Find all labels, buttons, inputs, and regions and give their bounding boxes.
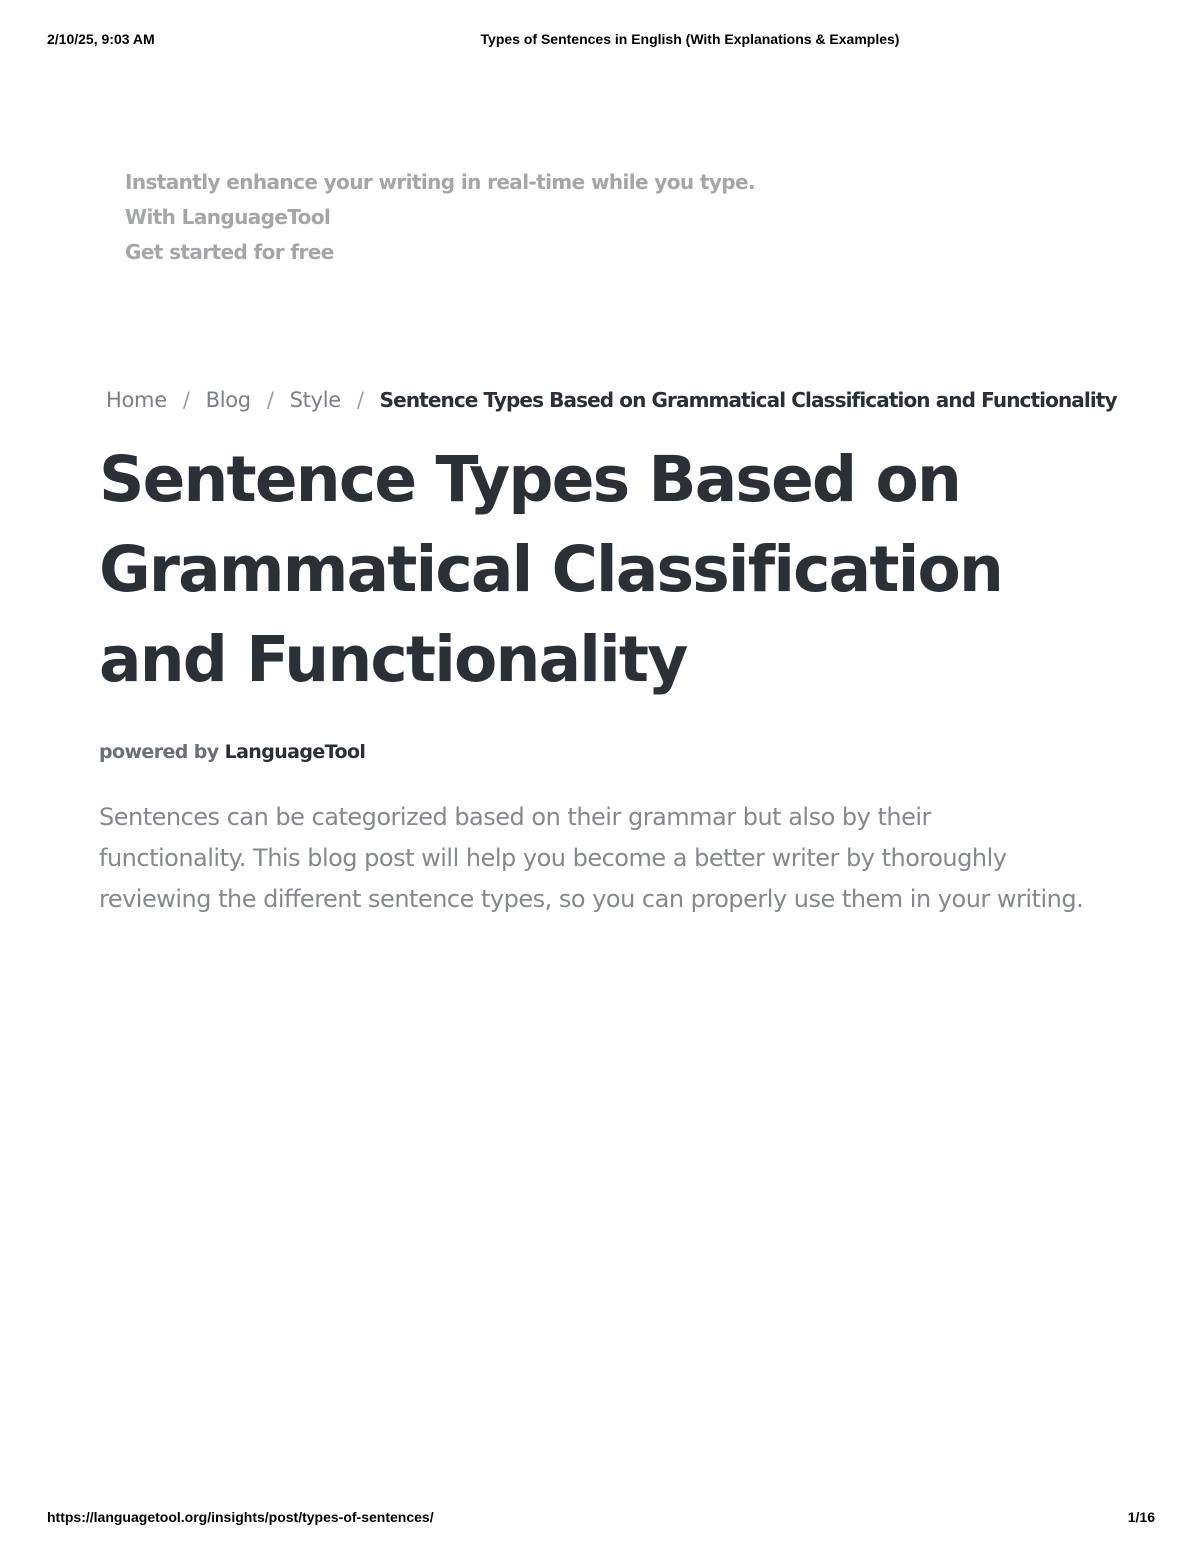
promo-tagline: Instantly enhance your writing in real-time while you type. bbox=[125, 170, 755, 194]
promo-banner bbox=[125, 165, 755, 270]
print-date: 2/10/25, 9:03 AM bbox=[47, 31, 155, 47]
breadcrumb-current-page: Sentence Types Based on Grammatical Classification and Functionality bbox=[379, 388, 1117, 412]
breadcrumb-home-link[interactable]: Home bbox=[106, 388, 167, 412]
get-started-link[interactable]: Get started for free bbox=[125, 240, 334, 264]
breadcrumb-separator: / bbox=[356, 388, 364, 412]
article-intro: Sentences can be categorized based on their grammar but also by their functionality. This blog post will help you become a better writer by thoroughly reviewing the different sentence types, so you can properly use them in your writing. bbox=[99, 803, 1084, 913]
print-header bbox=[0, 31, 1200, 51]
print-footer bbox=[0, 1509, 1200, 1529]
breadcrumb bbox=[106, 388, 1117, 412]
breadcrumb-style-link[interactable]: Style bbox=[289, 388, 341, 412]
print-document-title: Types of Sentences in English (With Explanations & Examples) bbox=[480, 31, 900, 47]
print-page-number: 1/16 bbox=[1127, 1509, 1155, 1525]
breadcrumb-blog-link[interactable]: Blog bbox=[205, 388, 251, 412]
print-url: https://languagetool.org/insights/post/types-of-sentences/ bbox=[47, 1509, 434, 1525]
article-title: Sentence Types Based on Grammatical Classification and Functionality bbox=[99, 443, 1003, 696]
byline-brand: LanguageTool bbox=[224, 741, 366, 763]
breadcrumb-separator: / bbox=[266, 388, 274, 412]
breadcrumb-separator: / bbox=[182, 388, 190, 412]
byline bbox=[99, 741, 365, 763]
byline-prefix: powered by bbox=[99, 741, 219, 763]
promo-brand-line: With LanguageTool bbox=[125, 205, 331, 229]
